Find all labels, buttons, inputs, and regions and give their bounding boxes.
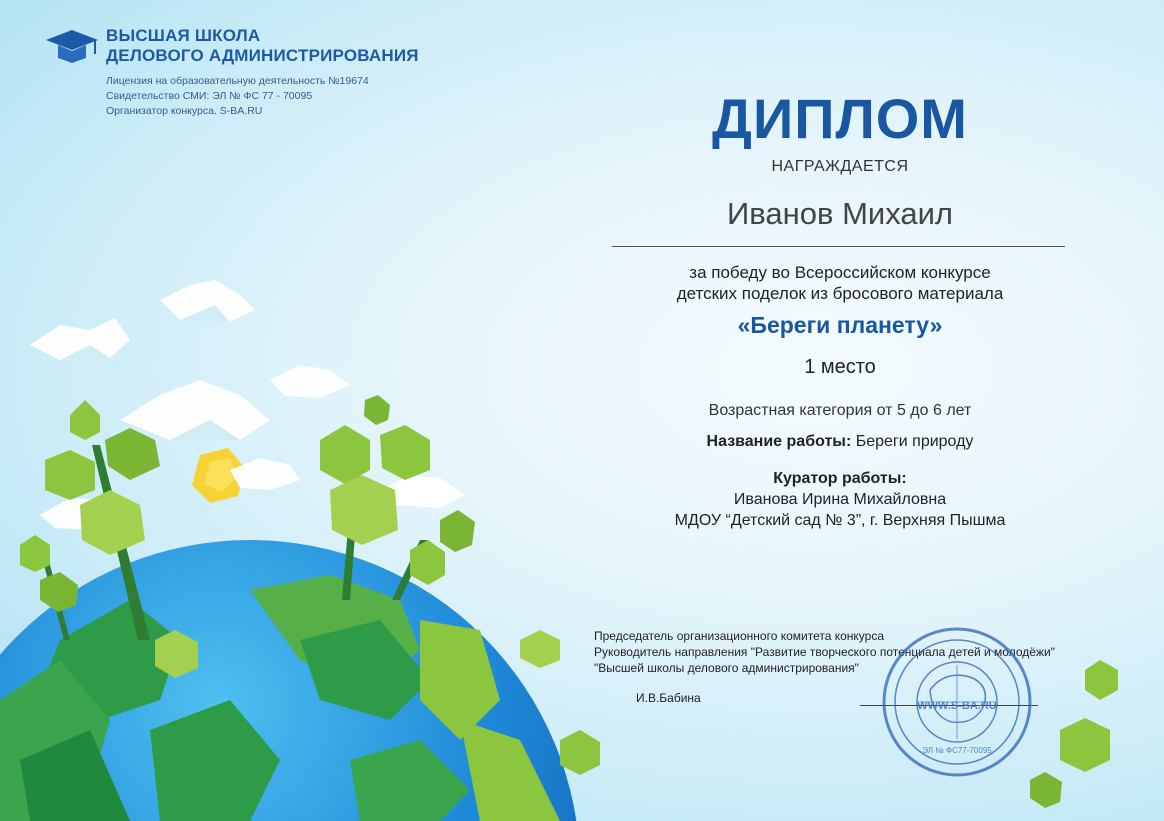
- curator-block: [610, 468, 1070, 531]
- curator-label: Куратор работы:: [773, 470, 907, 487]
- work-title-label: Название работы:: [706, 433, 852, 450]
- name-underline: [612, 246, 1065, 247]
- award-reason: [610, 262, 1070, 304]
- stamp-site: WWW.S-BA.RU: [917, 700, 997, 712]
- award-reason-line2: детских поделок из бросового материала: [676, 284, 1004, 303]
- official-stamp: [880, 625, 1035, 780]
- awarded-label: НАГРАЖДАЕТСЯ: [771, 158, 909, 175]
- age-category: Возрастная категория от 5 до 6 лет: [708, 402, 972, 419]
- stamp-number: ЭЛ № ФС77-70095: [922, 746, 992, 755]
- diploma-title: ДИПЛОМ: [712, 87, 968, 150]
- curator-name: Иванова Ирина Михайловна: [733, 491, 947, 508]
- work-title-line: [610, 433, 1070, 451]
- signature-line1: Председатель организационного комитета конкурса: [594, 629, 884, 643]
- organization-name: [106, 26, 419, 66]
- contest-name: «Береги планету»: [737, 312, 943, 338]
- curator-organization: МДОУ “Детский сад № 3”, г. Верхняя Пышма: [674, 512, 1006, 529]
- signature-line2: Руководитель направления "Развитие творческого потенциала детей и молодёжи": [594, 645, 1055, 659]
- graduation-cap-icon: [44, 26, 100, 66]
- organization-name-line1: ВЫСШАЯ ШКОЛА: [106, 26, 261, 45]
- place-label: 1 место: [804, 356, 876, 378]
- award-reason-line1: за победу во Всероссийском конкурсе: [689, 263, 991, 282]
- organizer-text: Организатор конкурса. S-BA.RU: [106, 105, 263, 117]
- license-text: Лицензия на образовательную деятельность №19674: [106, 75, 369, 87]
- signature-line3: "Высшей школы делового администрирования": [594, 661, 859, 675]
- media-certificate-text: Свидетельство СМИ: ЭЛ № ФС 77 - 70095: [106, 90, 313, 102]
- organization-name-line2: ДЕЛОВОГО АДМИНИСТРИРОВАНИЯ: [106, 46, 419, 65]
- organization-details: [106, 74, 369, 119]
- recipient-name: Иванов Михаил: [726, 196, 954, 231]
- work-title-value: Береги природу: [855, 433, 974, 450]
- signer-name: И.В.Бабина: [636, 691, 701, 705]
